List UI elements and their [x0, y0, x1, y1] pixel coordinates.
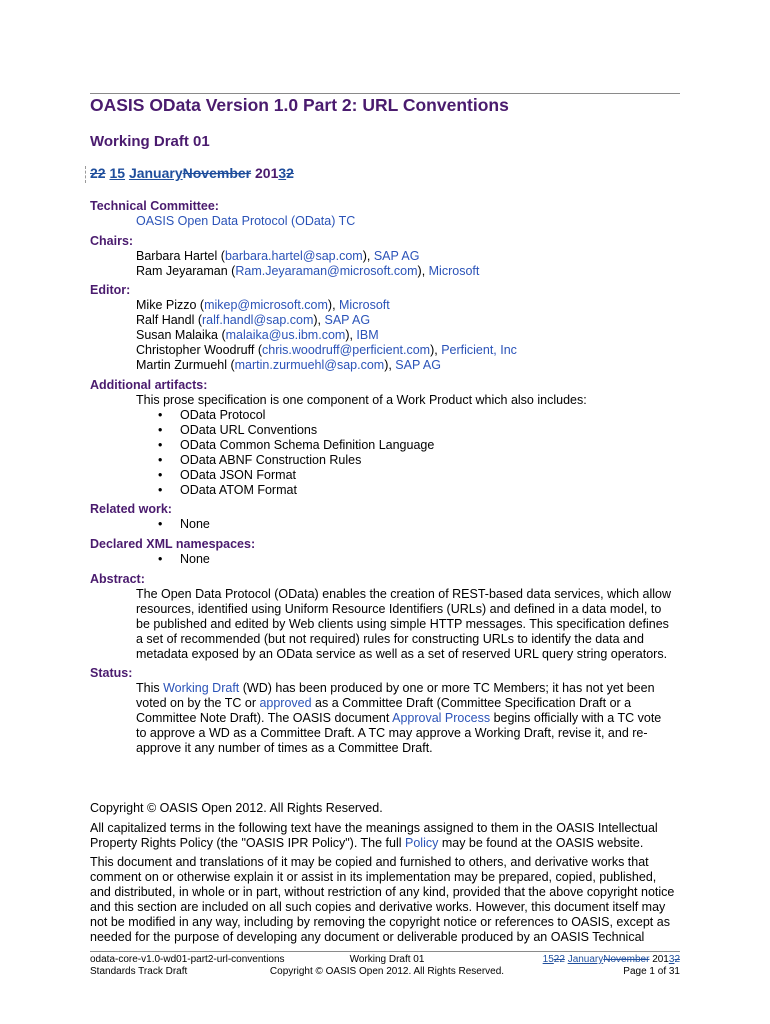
change-bar — [85, 166, 86, 183]
xml-namespaces-list — [136, 552, 680, 567]
related-work-section — [90, 502, 680, 532]
list-item: • None — [136, 517, 680, 532]
footer-rule — [90, 951, 680, 952]
technical-committee-section — [90, 199, 680, 229]
document-date — [90, 165, 294, 181]
editors-section — [90, 283, 680, 373]
chair-entry: Ram Jeyaraman (Ram.Jeyaraman@microsoft.com), Microsoft — [136, 264, 480, 278]
license-line: not be modified in any way, including by removing the copyright notice or references to OASIS, except as — [90, 915, 670, 929]
editor-org-link[interactable]: Microsoft — [339, 298, 390, 312]
chairs-section — [90, 234, 680, 279]
ipr-line: All capitalized terms in the following text have the meanings assigned to them in the OASIS Intellectual — [90, 821, 658, 835]
approved-link[interactable]: approved — [259, 696, 312, 710]
page-title: OASIS OData Version 1.0 Part 2: URL Conventions — [90, 95, 509, 115]
editor-org-link[interactable]: IBM — [356, 328, 379, 342]
footer-doc-id: odata-core-v1.0-wd01-part2-url-conventions — [90, 954, 285, 965]
date-year-inserted: 3 — [278, 165, 287, 181]
editor-name: Martin Zurmuehl — [136, 358, 227, 372]
footer-right — [520, 954, 680, 978]
policy-link[interactable]: Policy — [405, 836, 439, 850]
license-line: and this section are included on all such copies and derivative works. However, this document itself may — [90, 900, 666, 914]
approval-process-link[interactable]: Approval Process — [392, 711, 491, 725]
status-line: voted on by the TC or approved as a Committee Draft (Committee Specification Draft or a — [136, 696, 632, 710]
additional-artifacts-label: Additional artifacts: — [90, 378, 208, 392]
editor-email-link[interactable]: malaika@us.ibm.com — [225, 328, 346, 342]
editor-name: Mike Pizzo — [136, 298, 197, 312]
license-line: needed for the purpose of developing any document or deliverable produced by an OASIS Technical — [90, 930, 645, 944]
status-line: This Working Draft (WD) has been produced by one or more TC Members; it has not yet been — [136, 681, 655, 695]
list-item: • OData ABNF Construction Rules — [136, 453, 680, 468]
chair-name: Barbara Hartel — [136, 249, 218, 263]
chair-email-link[interactable]: Ram.Jeyaraman@microsoft.com — [235, 264, 418, 278]
footer-center — [267, 954, 507, 978]
footer-date: 1522 JanuaryNovember 20132 — [542, 954, 680, 965]
editor-entry: Ralf Handl (ralf.handl@sap.com), SAP AG — [136, 313, 371, 327]
chairs-label: Chairs: — [90, 234, 134, 248]
list-item: • OData JSON Format — [136, 468, 680, 483]
additional-artifacts-section — [90, 378, 680, 498]
related-work-label: Related work: — [90, 502, 172, 516]
chair-email-link[interactable]: barbara.hartel@sap.com — [224, 249, 363, 263]
date-year-prefix: 201 — [255, 165, 279, 181]
editor-email-link[interactable]: martin.zurmuehl@sap.com — [234, 358, 385, 372]
list-item: • None — [136, 552, 680, 567]
editor-org-link[interactable]: SAP AG — [395, 358, 441, 372]
license-line: and distributed, in whole or in part, without restriction of any kind, provided that the above copyright notice — [90, 885, 675, 899]
license-line: This document and translations of it may be copied and furnished to others, and derivative works that — [90, 855, 649, 869]
date-deleted-month: November — [182, 165, 252, 181]
footer-left — [90, 954, 285, 978]
additional-artifacts-intro: This prose specification is one component of a Work Product which also includes: — [136, 393, 587, 407]
document-stage: Working Draft 01 — [90, 133, 210, 150]
chair-name: Ram Jeyaraman — [136, 264, 228, 278]
editor-name: Christopher Woodruff — [136, 343, 255, 357]
footer-track: Standards Track Draft — [90, 966, 188, 977]
status-line: approve it any number of times as a Committee Draft. — [136, 741, 433, 755]
editor-org-link[interactable]: Perficient, Inc — [441, 343, 517, 357]
xml-namespaces-section — [90, 537, 680, 567]
editor-entry: Susan Malaika (malaika@us.ibm.com), IBM — [136, 328, 379, 342]
abstract-section — [90, 572, 680, 662]
list-item: • OData ATOM Format — [136, 483, 680, 498]
related-work-list — [136, 517, 680, 532]
status-section — [90, 666, 680, 756]
status-line: Committee Note Draft). The OASIS document Approval Process begins officially with a TC vote — [136, 711, 662, 725]
license-line: comment on or otherwise explain it or assist in its implementation may be prepared, copied, published, — [90, 870, 657, 884]
status-label: Status: — [90, 666, 133, 680]
editor-org-link[interactable]: SAP AG — [324, 313, 371, 327]
abstract-label: Abstract: — [90, 572, 145, 586]
copyright-notice: Copyright © OASIS Open 2012. All Rights Reserved. — [90, 801, 383, 815]
abstract-line: The Open Data Protocol (OData) enables the creation of REST-based data services, which allow — [136, 587, 671, 601]
abstract-line: be published and edited by Web clients using simple HTTP messages. This specification defines — [136, 617, 669, 631]
xml-namespaces-label: Declared XML namespaces: — [90, 537, 256, 551]
license-paragraph — [90, 855, 680, 945]
editor-entry: Mike Pizzo (mikep@microsoft.com), Microsoft — [136, 298, 390, 312]
editor-email-link[interactable]: chris.woodruff@perficient.com — [262, 343, 431, 357]
ipr-paragraph — [90, 821, 680, 851]
abstract-line: resources, identified using Uniform Resource Identifiers (URLs) and defined in a data model, to — [136, 602, 662, 616]
date-deleted-day: 22 — [90, 165, 106, 181]
list-item: • OData Common Schema Definition Language — [136, 438, 680, 453]
list-item: • OData Protocol — [136, 408, 680, 423]
technical-committee-label: Technical Committee: — [90, 199, 219, 213]
abstract-line: a set of recommended (but not required) rules for constructing URLs to identify the data and — [136, 632, 644, 646]
editor-entry: Martin Zurmuehl (martin.zurmuehl@sap.com), SAP AG — [136, 358, 441, 372]
editor-entry: Christopher Woodruff (chris.woodruff@perficient.com), Perficient, Inc — [136, 343, 517, 357]
status-line: to approve a WD as a Committee Draft. A TC may approve a Working Draft, revise it, and re- — [136, 726, 648, 740]
editor-name: Ralf Handl — [136, 313, 195, 327]
editor-email-link[interactable]: ralf.handl@sap.com — [202, 313, 314, 327]
chair-org-link[interactable]: Microsoft — [428, 264, 480, 278]
abstract-line: metadata exposed by an OData service as well as a set of reserved URL query string operators. — [136, 647, 668, 661]
chair-org-link[interactable]: SAP AG — [373, 249, 420, 263]
technical-committee-link[interactable]: OASIS Open Data Protocol (OData) TC — [136, 214, 356, 228]
date-inserted-month: January — [128, 165, 183, 181]
date-year-deleted: 2 — [286, 165, 294, 181]
editors-label: Editor: — [90, 283, 131, 297]
artifacts-list — [136, 408, 680, 498]
footer-copyright: Copyright © OASIS Open 2012. All Rights Reserved. — [269, 966, 505, 977]
working-draft-link[interactable]: Working Draft — [163, 681, 240, 695]
editor-email-link[interactable]: mikep@microsoft.com — [204, 298, 328, 312]
ipr-line: Property Rights Policy (the "OASIS IPR Policy"). The full Policy may be found at the OASIS website. — [90, 836, 644, 850]
top-rule — [90, 93, 680, 94]
date-inserted-day: 15 — [109, 165, 126, 181]
editor-name: Susan Malaika — [136, 328, 218, 342]
footer-page-number: Page 1 of 31 — [623, 966, 680, 977]
list-item: • OData URL Conventions — [136, 423, 680, 438]
footer-stage: Working Draft 01 — [349, 954, 425, 965]
chair-entry: Barbara Hartel (barbara.hartel@sap.com), SAP AG — [136, 249, 420, 263]
